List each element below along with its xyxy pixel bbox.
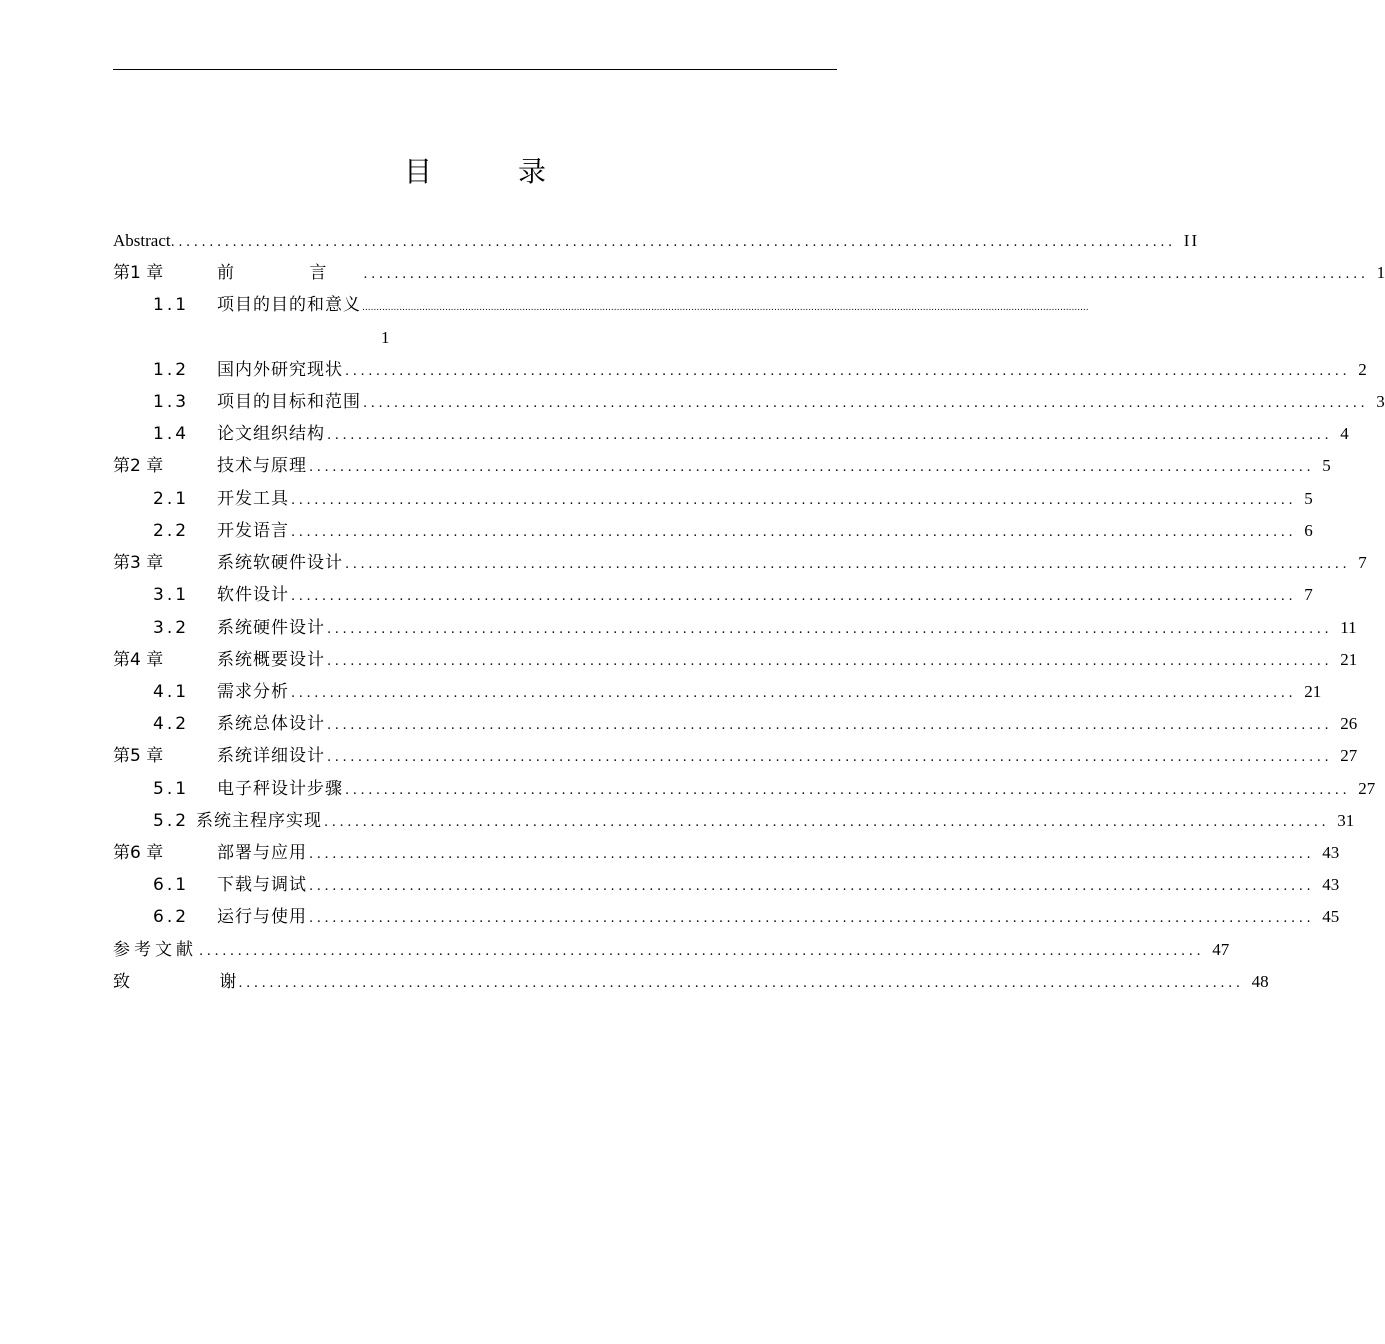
toc-page-number: 5 bbox=[1304, 489, 1313, 508]
toc-leader: .................................................................................................................................. bbox=[363, 396, 1369, 411]
toc-label: 论文组织结构 bbox=[217, 424, 325, 444]
toc-number: 5.2 bbox=[153, 811, 190, 831]
toc-label: 运行与使用 bbox=[217, 907, 307, 927]
toc-entry-section-1-4[interactable] bbox=[153, 418, 1349, 450]
toc-page-number: 27 bbox=[1358, 779, 1376, 798]
toc-number: 第1 章 bbox=[113, 263, 164, 283]
toc-leader: .................................................................................................................................. bbox=[327, 428, 1333, 443]
toc-number: 1.1 bbox=[153, 295, 190, 315]
toc-entry-section-5-1[interactable] bbox=[153, 773, 1376, 805]
toc-page-number: 7 bbox=[1304, 585, 1313, 604]
toc-leader: .................................................................................................................................. bbox=[327, 718, 1333, 733]
toc-label: 项目的目的和意义 bbox=[217, 295, 361, 315]
toc-label: 致 谢 bbox=[113, 972, 279, 992]
toc-label: 软件设计 bbox=[217, 585, 289, 605]
toc-page-number: 43 bbox=[1322, 843, 1340, 862]
toc-leader: .................................................................................................................................. bbox=[238, 976, 1244, 991]
toc-entry-section-1-3[interactable] bbox=[153, 386, 1385, 418]
toc-leader: .................................................................................................................................. bbox=[309, 911, 1315, 926]
toc-entry-section-6-1[interactable] bbox=[153, 869, 1340, 901]
toc-label: 参考文献 bbox=[113, 940, 197, 960]
toc-page-number: 31 bbox=[1337, 811, 1355, 830]
toc-label: 部署与应用 bbox=[217, 843, 307, 863]
toc-entry-section-1-2[interactable] bbox=[153, 354, 1367, 386]
toc-number: 2.1 bbox=[153, 489, 190, 509]
toc-leader: .................................................................................................................................. bbox=[291, 589, 1297, 604]
toc-leader: .................................................................................................................................. bbox=[309, 879, 1315, 894]
toc-page-number: 2 bbox=[1358, 360, 1367, 379]
toc-entry-section-4-1[interactable] bbox=[153, 676, 1322, 708]
toc-leader: .................................................................................................................................. bbox=[327, 654, 1333, 669]
toc-label: 国内外研究现状 bbox=[217, 360, 343, 380]
toc-number: 6.1 bbox=[153, 875, 190, 895]
toc-page-number: II bbox=[1183, 231, 1200, 250]
toc-leader: .................................................................................................................................. bbox=[345, 364, 1351, 379]
toc-number: 第6 章 bbox=[113, 843, 164, 863]
toc-leader: .................................................................................................................................. bbox=[309, 847, 1315, 862]
toc-page-number: 26 bbox=[1340, 714, 1358, 733]
toc-label: Abstract bbox=[113, 231, 171, 250]
toc-entry-chapter-3[interactable] bbox=[113, 547, 1367, 579]
toc-leader: .................................................................................................................................. bbox=[324, 815, 1330, 830]
toc-number: 3.1 bbox=[153, 585, 190, 605]
title-char-right: 录 bbox=[518, 155, 547, 188]
toc-label: 需求分析 bbox=[217, 682, 289, 702]
toc-leader: .................................................................................................................................. bbox=[345, 557, 1351, 572]
toc-leader: .............................................................................................................................................................................................................................................................. bbox=[362, 303, 1089, 313]
toc-entry-chapter-2[interactable] bbox=[113, 450, 1331, 482]
toc-page-number: 21 bbox=[1340, 650, 1358, 669]
toc-entry-section-5-2[interactable] bbox=[153, 805, 1355, 837]
toc-number: 第5 章 bbox=[113, 746, 164, 766]
toc-leader: .................................................................................................................................. bbox=[291, 493, 1297, 508]
toc-entry-chapter-1[interactable] bbox=[113, 257, 1385, 289]
toc-label: 系统硬件设计 bbox=[217, 618, 325, 638]
toc-label: 系统主程序实现 bbox=[196, 811, 322, 831]
page-title bbox=[0, 152, 950, 192]
title-char-left: 目 bbox=[403, 155, 432, 188]
toc-label: 技术与原理 bbox=[217, 456, 307, 476]
toc-leader: .................................................................................................................................. bbox=[327, 622, 1333, 637]
toc-leader: .................................................................................................................................. bbox=[170, 235, 1176, 250]
toc-entry-chapter-5[interactable] bbox=[113, 740, 1358, 772]
toc-label: 开发语言 bbox=[217, 521, 289, 541]
toc-page-number: 45 bbox=[1322, 907, 1340, 926]
toc-page-number: 48 bbox=[1251, 972, 1269, 991]
toc-label: 前 言 bbox=[217, 263, 362, 283]
toc-leader: .................................................................................................................................. bbox=[309, 460, 1315, 475]
toc-number: 6.2 bbox=[153, 907, 190, 927]
toc-entry-section-1-1[interactable] bbox=[153, 289, 1089, 321]
toc-page-number: 21 bbox=[1304, 682, 1322, 701]
toc-label: 系统总体设计 bbox=[217, 714, 325, 734]
toc-page-number: 47 bbox=[1212, 940, 1230, 959]
toc-label: 系统详细设计 bbox=[217, 746, 325, 766]
toc-number: 5.1 bbox=[153, 779, 190, 799]
header-rule bbox=[113, 69, 837, 70]
toc-label: 电子秤设计步骤 bbox=[217, 779, 343, 799]
toc-page-number: 6 bbox=[1304, 521, 1313, 540]
toc-entry-section-2-1[interactable] bbox=[153, 483, 1313, 515]
toc-entry-abstract[interactable] bbox=[113, 225, 1200, 257]
toc-page-number: 7 bbox=[1358, 553, 1367, 572]
toc-label: 项目的目标和范围 bbox=[217, 392, 361, 412]
toc-entry-section-3-2[interactable] bbox=[153, 612, 1357, 644]
toc-page-number: 4 bbox=[1340, 424, 1349, 443]
toc-label: 系统概要设计 bbox=[217, 650, 325, 670]
toc-number: 2.2 bbox=[153, 521, 190, 541]
toc-page-number: 3 bbox=[1376, 392, 1385, 411]
toc-number: 3.2 bbox=[153, 618, 190, 638]
toc-entry-section-6-2[interactable] bbox=[153, 901, 1340, 933]
toc-entry-section-4-2[interactable] bbox=[153, 708, 1358, 740]
toc-label: 系统软硬件设计 bbox=[217, 553, 343, 573]
toc-page-number: 11 bbox=[1340, 618, 1357, 637]
toc-page-number: 43 bbox=[1322, 875, 1340, 894]
toc-number: 第3 章 bbox=[113, 553, 164, 573]
toc-leader: .................................................................................................................................. bbox=[345, 783, 1351, 798]
toc-leader: .................................................................................................................................. bbox=[327, 750, 1333, 765]
toc-entry-acknowledgements[interactable] bbox=[113, 966, 1269, 998]
toc-entry-section-2-2[interactable] bbox=[153, 515, 1313, 547]
toc-page-number-wrapped: 1 bbox=[381, 328, 390, 347]
toc-leader: .................................................................................................................................. bbox=[291, 686, 1297, 701]
toc-number: 第2 章 bbox=[113, 456, 164, 476]
toc-number: 1.4 bbox=[153, 424, 190, 444]
toc-label: 开发工具 bbox=[217, 489, 289, 509]
toc-leader: .................................................................................................................................. bbox=[199, 944, 1205, 959]
toc-number: 4.2 bbox=[153, 714, 190, 734]
toc-leader: .................................................................................................................................. bbox=[291, 525, 1297, 540]
toc-page-number: 27 bbox=[1340, 746, 1358, 765]
toc-number: 4.1 bbox=[153, 682, 190, 702]
toc-entry-chapter-4[interactable] bbox=[113, 644, 1358, 676]
toc-entry-references[interactable] bbox=[113, 934, 1230, 966]
toc-page-number: 5 bbox=[1322, 456, 1331, 475]
toc-leader: .................................................................................................................................. bbox=[363, 267, 1369, 282]
toc-page-number: 1 bbox=[1376, 263, 1385, 282]
toc-number: 1.3 bbox=[153, 392, 190, 412]
toc-entry-section-3-1[interactable] bbox=[153, 579, 1313, 611]
toc-label: 下载与调试 bbox=[217, 875, 307, 895]
toc-number: 第4 章 bbox=[113, 650, 164, 670]
toc-entry-chapter-6[interactable] bbox=[113, 837, 1340, 869]
toc-number: 1.2 bbox=[153, 360, 190, 380]
